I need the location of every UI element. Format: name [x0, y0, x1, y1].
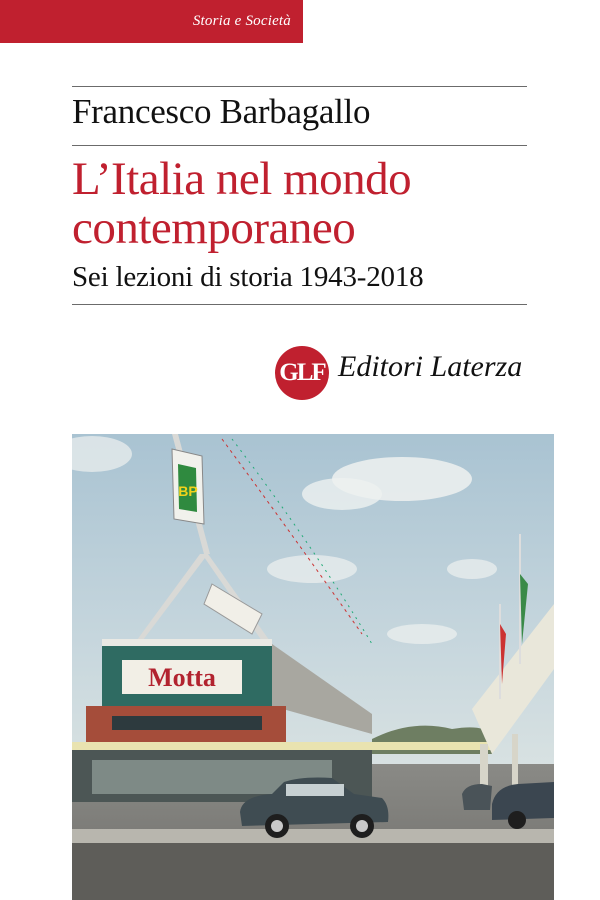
book-title-line-2: contemporaneo: [72, 202, 356, 254]
publisher-name: Editori Laterza: [338, 350, 523, 383]
author-name: Francesco Barbagallo: [72, 92, 371, 131]
divider-author: [72, 145, 527, 146]
series-label: [0, 0, 303, 43]
publisher-logo: [275, 346, 329, 400]
series-label-text: Storia e Società: [192, 13, 291, 29]
publisher-logo-text: GLF: [279, 359, 325, 386]
book-subtitle: Sei lezioni di storia 1943-2018: [72, 261, 424, 293]
book-title: [72, 155, 411, 253]
cover-photo: [72, 434, 554, 900]
book-title-line-1: L’Italia nel mondo: [72, 153, 412, 205]
divider-subtitle: [72, 304, 527, 305]
divider-top: [72, 86, 527, 87]
motta-sign-text: Motta: [148, 663, 216, 692]
pole-sign-text: BP: [178, 483, 198, 499]
